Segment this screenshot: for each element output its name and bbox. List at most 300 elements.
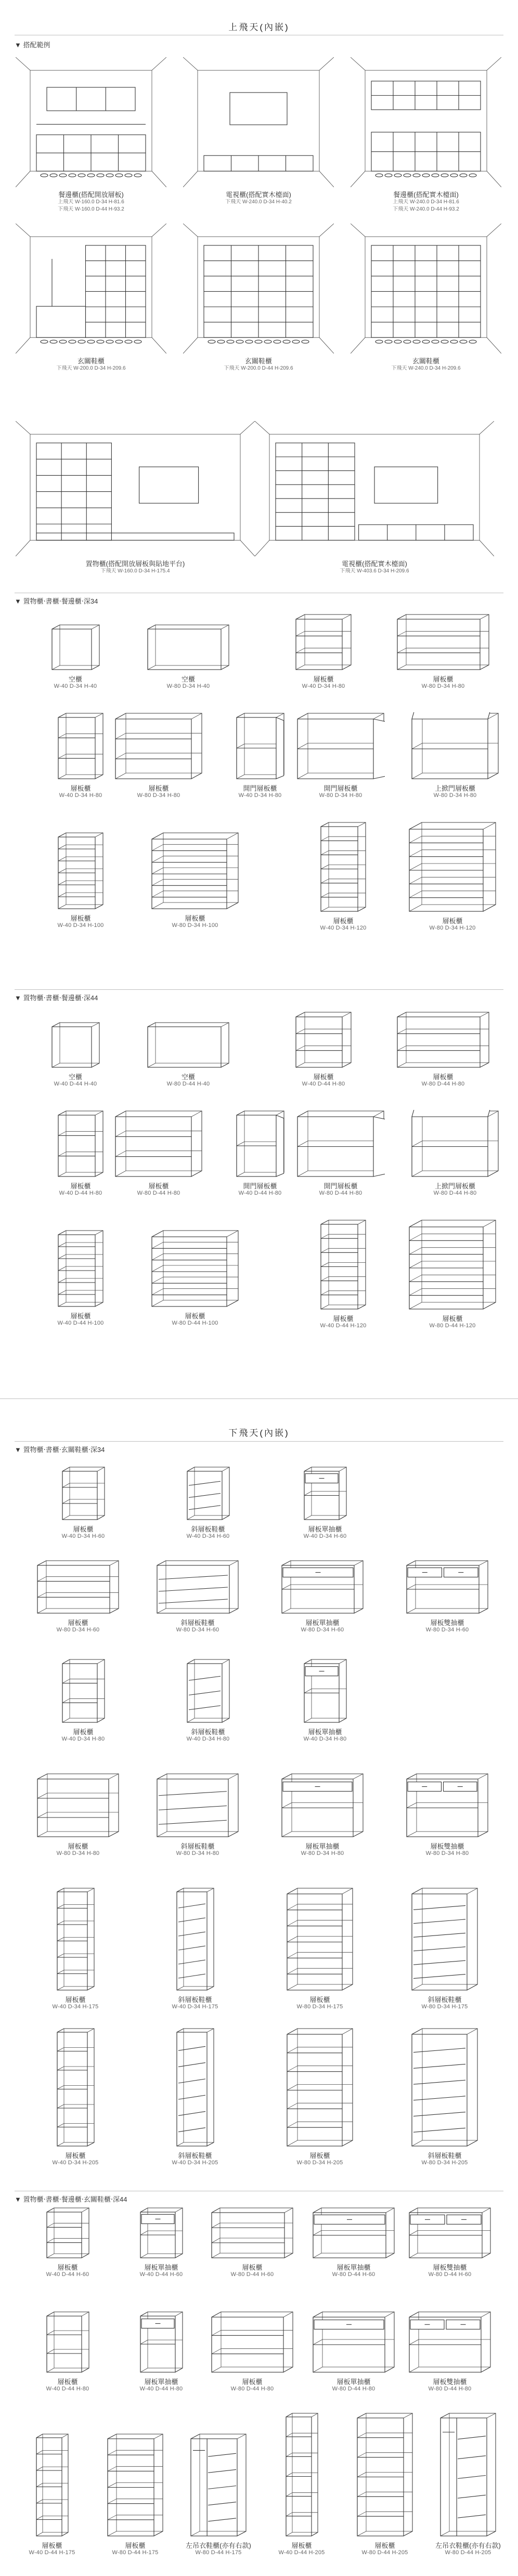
cabinet-dimensions: W-80 D-34 H-175 (296, 2004, 343, 2010)
cabinet-item (346, 2412, 424, 2559)
cabinet-illustration (51, 624, 100, 671)
cabinet-illustration (46, 2311, 90, 2373)
cabinet-item (408, 2207, 491, 2281)
cabinet-illustration (107, 2433, 164, 2537)
cabinet-dimensions: W-80 D-44 H-80 (332, 2386, 375, 2392)
cabinet-dimensions: W-40 D-44 H-80 (302, 1081, 345, 1087)
cabinet-item (296, 1110, 385, 1199)
cabinet-dimensions: W-40 D-34 H-80 (186, 1736, 230, 1742)
cabinet-name: 層板櫃 (68, 1842, 88, 1850)
cabinet-illustration (236, 1110, 285, 1178)
cabinet-name: 層板櫃 (148, 784, 169, 792)
cabinet-item (408, 2311, 491, 2395)
cabinet-name: 層板櫃 (57, 2264, 78, 2271)
cabinet-item (304, 1219, 382, 1332)
cabinet-name: 層板雙抽櫃 (430, 1842, 464, 1850)
divider (15, 989, 503, 990)
cabinet-dimensions: W-80 D-34 H-80 (301, 1850, 344, 1856)
cabinet-dimensions: W-80 D-44 H-80 (137, 1190, 180, 1196)
cabinet-name: 層板單抽櫃 (144, 2264, 178, 2271)
example-scene (16, 57, 166, 218)
cabinet-illustration (281, 1560, 364, 1614)
cabinet-item (281, 1560, 364, 1636)
cabinet-item (406, 2028, 484, 2169)
cabinet-dimensions: W-40 D-34 H-100 (57, 922, 104, 929)
cabinet-dimensions: W-80 D-34 H-60 (425, 1627, 469, 1633)
cabinet-dimensions: W-40 D-34 H-205 (172, 2160, 218, 2166)
cabinet-name: 層板單抽櫃 (336, 2378, 371, 2386)
cabinet-item (36, 1887, 114, 2013)
cabinet-illustration (303, 1658, 347, 1723)
cabinet-item (406, 1887, 484, 2013)
cabinet-item (406, 1773, 489, 1860)
cabinet-name: 層板櫃 (70, 1312, 91, 1320)
cabinet-illustration (286, 2028, 354, 2147)
cabinet-item (411, 712, 499, 802)
cabinet-name: 層板單抽櫃 (305, 1619, 340, 1627)
scene-dimensions: 下飛天 W-200.0 D-44 H-209.6 (224, 365, 293, 371)
scene-dimensions: 下飛天 W-403.6 D-34 H-209.6 (340, 568, 409, 574)
cabinet-name: 層板單抽櫃 (308, 1728, 342, 1736)
cabinet-name: 層板櫃 (42, 2542, 62, 2549)
cabinet-illustration (176, 2028, 215, 2147)
cabinet-illustration (147, 624, 230, 671)
cabinet-item (13, 2433, 91, 2559)
cabinet-illustration (114, 712, 203, 780)
scene-title: 餐邊櫃(搭配實木檯面) (393, 191, 459, 199)
cabinet-dimensions: W-80 D-34 H-80 (319, 792, 362, 799)
cabinet-illustration (320, 1219, 367, 1310)
cabinet-item (29, 2207, 107, 2281)
cabinet-name: 層板櫃 (374, 2542, 395, 2549)
cabinet-illustration (396, 1011, 490, 1068)
cabinet-name: 層板單抽櫃 (305, 1842, 340, 1850)
section-label-text: 置物櫃‧書櫃‧餐邊櫃‧玄關鞋櫃‧深44 (23, 2195, 127, 2203)
cabinet-dimensions: W-80 D-44 H-205 (361, 2549, 408, 2556)
scene-dimensions: 下飛天 W-240.0 D-34 H-40.2 (225, 199, 292, 205)
cabinet-illustration (411, 712, 499, 780)
cabinet-item (36, 624, 114, 692)
cabinet-dimensions: W-80 D-44 H-40 (166, 1081, 210, 1087)
cabinet-name: 層板櫃 (73, 1525, 94, 1533)
cabinet-name: 斜層板鞋櫃 (428, 1996, 462, 2004)
cabinet-dimensions: W-80 D-34 H-80 (433, 792, 477, 799)
cabinet-illustration (296, 712, 385, 780)
cabinet-name: 層板櫃 (242, 2264, 263, 2271)
cabinet-name: 空櫃 (181, 1073, 195, 1081)
cabinet-dimensions: W-40 D-44 H-80 (238, 1190, 282, 1196)
cabinet-name: 層板櫃 (309, 2152, 330, 2160)
cabinet-name: 層板櫃 (57, 2378, 78, 2386)
cabinet-item (396, 1011, 490, 1090)
cabinet-illustration (295, 613, 352, 671)
room-illustration (351, 57, 501, 187)
cabinet-name: 上掀門層板櫃 (434, 1182, 475, 1190)
cabinet-dimensions: W-80 D-34 H-60 (301, 1627, 344, 1633)
cabinet-illustration (186, 1466, 230, 1521)
cabinet-name: 層板櫃 (309, 1996, 330, 2004)
cabinet-item (156, 1560, 239, 1636)
section-label-upper44: ▼ 置物櫃‧書櫃‧餐邊櫃‧深44 (15, 994, 98, 1002)
cabinet-dimensions: W-40 D-44 H-120 (320, 1323, 367, 1329)
cabinet-item (36, 1773, 120, 1860)
cabinet-illustration (296, 1110, 385, 1178)
section-label-text: 置物櫃‧書櫃‧餐邊櫃‧深34 (23, 597, 98, 605)
cabinet-dimensions: W-80 D-44 H-80 (433, 1190, 477, 1196)
cabinet-name: 層板櫃 (70, 784, 91, 792)
cabinet-illustration (439, 2412, 497, 2537)
cabinet-name: 斜層板鞋櫃 (191, 1728, 225, 1736)
scene-title: 玄關鞋櫃 (244, 357, 272, 365)
cabinet-dimensions: W-80 D-34 H-80 (421, 683, 465, 689)
cabinet-illustration (356, 2412, 413, 2537)
cabinet-illustration (57, 1230, 104, 1307)
cabinet-item (42, 832, 120, 932)
cabinet-item (221, 1110, 299, 1199)
cabinet-name: 斜層板鞋櫃 (178, 2152, 212, 2160)
cabinet-item (36, 1022, 114, 1090)
scene-dimensions: 下飛天 W-160.0 D-44 H-93.2 (58, 206, 124, 212)
cabinet-item (156, 1773, 239, 1860)
cabinet-dimensions: W-80 D-34 H-205 (296, 2160, 343, 2166)
room-illustration (183, 224, 334, 354)
cabinet-item (29, 2311, 107, 2395)
cabinet-illustration (35, 2433, 69, 2537)
example-scene (351, 224, 501, 385)
scene-title: 玄關鞋櫃 (77, 357, 105, 365)
scene-title: 置物櫃(搭配開放層板與貼地平台) (85, 560, 185, 568)
cabinet-name: 層板單抽櫃 (336, 2264, 371, 2271)
cabinet-item (284, 1011, 362, 1090)
cabinet-illustration (406, 1560, 489, 1614)
scene-dimensions: 下飛天 W-240.0 D-34 H-209.6 (391, 365, 461, 371)
cabinet-item (408, 821, 497, 934)
cabinet-name: 斜層板鞋櫃 (191, 1525, 225, 1533)
cabinet-name: 層板櫃 (313, 675, 334, 683)
cabinet-illustration (114, 1110, 203, 1178)
cabinet-name: 層板櫃 (442, 1315, 463, 1323)
cabinet-name: 斜層板鞋櫃 (180, 1619, 215, 1627)
cabinet-dimensions: W-40 D-34 H-175 (172, 2004, 218, 2010)
scene-title: 電視櫃(搭配實木檯面) (342, 560, 407, 568)
cabinet-name: 左吊衣鞋櫃(亦有右款) (435, 2542, 501, 2549)
scene-title: 玄關鞋櫃 (412, 357, 439, 365)
cabinet-dimensions: W-40 D-44 H-60 (46, 2271, 89, 2278)
cabinet-name: 層板櫃 (125, 2542, 146, 2549)
cabinet-illustration (36, 1773, 120, 1838)
cabinet-illustration (408, 821, 497, 912)
cabinet-dimensions: W-80 D-34 H-80 (137, 792, 180, 799)
cabinet-name: 空櫃 (68, 1073, 82, 1081)
room-illustration (16, 421, 255, 556)
cabinet-item (114, 1110, 203, 1199)
cabinet-dimensions: W-40 D-44 H-175 (29, 2549, 75, 2556)
cabinet-dimensions: W-80 D-34 H-60 (176, 1627, 219, 1633)
cabinet-dimensions: W-80 D-44 H-175 (112, 2549, 159, 2556)
cabinet-illustration (151, 832, 239, 910)
section-label-examples: ▼ 搭配範例 (15, 41, 50, 49)
cabinet-illustration (139, 2207, 184, 2259)
example-scene (351, 57, 501, 218)
room-illustration (255, 421, 494, 556)
example-scene (183, 224, 334, 385)
cabinet-name: 層板櫃 (291, 2542, 312, 2549)
divider (0, 1398, 518, 1399)
cabinet-dimensions: W-40 D-44 H-40 (54, 1081, 97, 1087)
cabinet-dimensions: W-80 D-34 H-120 (429, 925, 476, 931)
room-illustration (351, 224, 501, 354)
section-label-text: 搭配範例 (23, 41, 50, 49)
cabinet-illustration (61, 1466, 106, 1521)
cabinet-illustration (156, 1773, 239, 1838)
cabinet-item (36, 1560, 120, 1636)
cabinet-illustration (57, 1110, 104, 1178)
section-label-text: 置物櫃‧書櫃‧玄關鞋櫃‧深34 (23, 1446, 105, 1454)
cabinet-illustration (151, 1230, 239, 1307)
upper-heading: 上飛天(內嵌) (228, 22, 290, 32)
cabinet-dimensions: W-80 D-44 H-80 (319, 1190, 362, 1196)
cabinet-dimensions: W-40 D-34 H-80 (302, 683, 345, 689)
cabinet-item (211, 2207, 294, 2281)
cabinet-item (122, 2207, 200, 2281)
section-label-text: 置物櫃‧書櫃‧餐邊櫃‧深44 (23, 994, 98, 1002)
cabinet-item (263, 2412, 341, 2559)
cabinet-name: 層板櫃 (433, 675, 454, 683)
cabinet-dimensions: W-80 D-34 H-80 (56, 1850, 100, 1856)
cabinet-item (169, 1658, 247, 1745)
scene-dimensions: 上飛天 W-240.0 D-34 H-81.6 (393, 199, 459, 205)
cabinet-illustration (411, 2028, 478, 2147)
cabinet-dimensions: W-40 D-44 H-205 (278, 2549, 325, 2556)
cabinet-name: 層板櫃 (65, 2152, 86, 2160)
cabinet-item (211, 2311, 294, 2395)
cabinet-name: 開門層板櫃 (323, 784, 358, 792)
cabinet-dimensions: W-80 D-34 H-80 (425, 1850, 469, 1856)
scene-dimensions: 上飛天 W-160.0 D-34 H-81.6 (58, 199, 124, 205)
cabinet-name: 層板櫃 (313, 1073, 334, 1081)
cabinet-name: 層板櫃 (73, 1728, 94, 1736)
cabinet-dimensions: W-40 D-34 H-120 (320, 925, 367, 931)
cabinet-illustration (286, 1887, 354, 1991)
cabinet-dimensions: W-40 D-44 H-80 (139, 2386, 183, 2392)
cabinet-dimensions: W-40 D-34 H-60 (61, 1533, 105, 1539)
cabinet-dimensions: W-40 D-34 H-80 (59, 792, 102, 799)
cabinet-item (156, 2028, 234, 2169)
cabinet-dimensions: W-80 D-44 H-100 (172, 1320, 218, 1326)
room-illustration (16, 224, 166, 354)
example-scene (255, 421, 494, 587)
cabinet-name: 層板櫃 (242, 2378, 263, 2386)
cabinet-illustration (46, 2207, 90, 2259)
cabinet-name: 層板櫃 (148, 1182, 169, 1190)
cabinet-item (44, 1658, 122, 1745)
cabinet-dimensions: W-80 D-44 H-80 (230, 2386, 274, 2392)
cabinet-name: 空櫃 (68, 675, 82, 683)
cabinet-illustration (57, 712, 104, 780)
cabinet-item (286, 1658, 364, 1745)
cabinet-dimensions: W-80 D-34 H-175 (421, 2004, 468, 2010)
cabinet-name: 開門層板櫃 (243, 784, 277, 792)
example-scene (183, 57, 334, 218)
cabinet-item (147, 624, 230, 692)
cabinet-illustration (411, 1887, 478, 1991)
cabinet-dimensions: W-40 D-34 H-205 (52, 2160, 99, 2166)
cabinet-name: 空櫃 (181, 675, 195, 683)
cabinet-item (42, 712, 120, 802)
cabinet-illustration (236, 712, 285, 780)
section-label-lower44: ▼ 置物櫃‧書櫃‧餐邊櫃‧玄關鞋櫃‧深44 (15, 2195, 127, 2203)
cabinet-item (156, 1887, 234, 2013)
example-scene (16, 421, 255, 587)
cabinet-name: 斜層板鞋櫃 (428, 2152, 462, 2160)
cabinet-name: 層板雙抽櫃 (433, 2264, 467, 2271)
cabinet-item (122, 2311, 200, 2395)
cabinet-dimensions: W-80 D-44 H-175 (195, 2549, 242, 2556)
cabinet-dimensions: W-40 D-44 H-80 (46, 2386, 89, 2392)
cabinet-illustration (312, 2311, 395, 2373)
cabinet-illustration (61, 1658, 106, 1723)
cabinet-illustration (281, 1773, 364, 1838)
cabinet-name: 層板櫃 (70, 914, 91, 922)
cabinet-name: 層板櫃 (333, 917, 354, 925)
cabinet-dimensions: W-40 D-44 H-80 (59, 1190, 102, 1196)
cabinet-name: 左吊衣鞋櫃(亦有右款) (186, 2542, 251, 2549)
cabinet-illustration (36, 1560, 120, 1614)
cabinet-illustration (139, 2311, 184, 2373)
cabinet-dimensions: W-40 D-34 H-80 (61, 1736, 105, 1742)
cabinet-name: 層板櫃 (70, 1182, 91, 1190)
cabinet-dimensions: W-40 D-34 H-60 (303, 1533, 347, 1539)
cabinet-dimensions: W-80 D-44 H-60 (428, 2271, 472, 2278)
cabinet-item (312, 2207, 395, 2281)
section-label-upper34: ▼ 置物櫃‧書櫃‧餐邊櫃‧深34 (15, 597, 98, 605)
cabinet-item (147, 1022, 230, 1090)
cabinet-name: 開門層板櫃 (243, 1182, 277, 1190)
cabinet-item (169, 1466, 247, 1542)
room-illustration (183, 57, 334, 187)
cabinet-dimensions: W-80 D-44 H-80 (428, 2386, 472, 2392)
cabinet-item (312, 2311, 395, 2395)
cabinet-illustration (186, 1658, 230, 1723)
cabinet-dimensions: W-40 D-34 H-175 (52, 2004, 99, 2010)
cabinet-item (151, 1230, 239, 1329)
cabinet-dimensions: W-40 D-34 H-80 (303, 1736, 347, 1742)
cabinet-illustration (176, 1887, 215, 1991)
cabinet-name: 層板櫃 (185, 914, 205, 922)
cabinet-item (408, 1219, 497, 1332)
cabinet-illustration (56, 1887, 95, 1991)
cabinet-item (411, 1110, 499, 1199)
cabinet-dimensions: W-80 D-34 H-40 (166, 683, 210, 689)
scene-dimensions: 下飛天 W-200.0 D-34 H-209.6 (56, 365, 126, 371)
cabinet-illustration (57, 832, 104, 910)
cabinet-dimensions: W-80 D-34 H-60 (56, 1627, 100, 1633)
cabinet-dimensions: W-80 D-44 H-60 (230, 2271, 274, 2278)
cabinet-name: 層板櫃 (68, 1619, 88, 1627)
divider (15, 1441, 503, 1442)
cabinet-dimensions: W-80 D-34 H-205 (421, 2160, 468, 2166)
scene-title: 電視櫃(搭配實木檯面) (226, 191, 291, 199)
scene-title: 餐邊櫃(搭配開放層板) (58, 191, 124, 199)
cabinet-illustration (295, 1011, 352, 1068)
cabinet-item (429, 2412, 507, 2559)
cabinet-item (396, 613, 490, 692)
cabinet-dimensions: W-80 D-34 H-80 (176, 1850, 219, 1856)
cabinet-item (281, 1887, 359, 2013)
cabinet-name: 斜層板鞋櫃 (180, 1842, 215, 1850)
cabinet-illustration (147, 1022, 230, 1068)
cabinet-illustration (211, 2207, 294, 2259)
cabinet-name: 開門層板櫃 (323, 1182, 358, 1190)
cabinet-dimensions: W-80 D-44 H-120 (429, 1323, 476, 1329)
cabinet-item (44, 1466, 122, 1542)
cabinet-illustration (303, 1466, 347, 1521)
cabinet-name: 層板櫃 (433, 1073, 454, 1081)
cabinet-illustration (406, 1773, 489, 1838)
cabinet-illustration (312, 2207, 395, 2259)
room-illustration (16, 57, 166, 187)
cabinet-dimensions: W-80 D-34 H-100 (172, 922, 218, 929)
scene-dimensions: 下飛天 W-240.0 D-44 H-93.2 (393, 206, 459, 212)
cabinet-item (286, 1466, 364, 1542)
cabinet-name: 層板櫃 (185, 1312, 205, 1320)
cabinet-name: 層板雙抽櫃 (433, 2378, 467, 2386)
cabinet-name: 層板單抽櫃 (144, 2378, 178, 2386)
cabinet-dimensions: W-80 D-44 H-80 (421, 1081, 465, 1087)
cabinet-illustration (190, 2433, 247, 2537)
cabinet-name: 層板單抽櫃 (308, 1525, 342, 1533)
cabinet-name: 層板櫃 (65, 1996, 86, 2004)
cabinet-illustration (408, 2207, 491, 2259)
cabinet-dimensions: W-40 D-44 H-60 (139, 2271, 183, 2278)
cabinet-item (42, 1110, 120, 1199)
cabinet-illustration (396, 613, 490, 671)
cabinet-item (284, 613, 362, 692)
cabinet-illustration (56, 2028, 95, 2147)
cabinet-illustration (320, 821, 367, 912)
scene-dimensions: 下飛天 W-160.0 D-34 H-175.4 (100, 568, 170, 574)
cabinet-illustration (156, 1560, 239, 1614)
cabinet-item (96, 2433, 174, 2559)
cabinet-dimensions: W-80 D-44 H-60 (332, 2271, 375, 2278)
cabinet-illustration (285, 2412, 319, 2537)
cabinet-item (281, 1773, 364, 1860)
cabinet-dimensions: W-40 D-34 H-40 (54, 683, 97, 689)
cabinet-illustration (51, 1022, 100, 1068)
cabinet-name: 斜層板鞋櫃 (178, 1996, 212, 2004)
cabinet-item (114, 712, 203, 802)
cabinet-item (221, 712, 299, 802)
section-label-lower34: ▼ 置物櫃‧書櫃‧玄關鞋櫃‧深34 (15, 1446, 105, 1454)
lower-heading: 下飛天(內嵌) (228, 1428, 290, 1438)
cabinet-illustration (211, 2311, 294, 2373)
cabinet-illustration (408, 1219, 497, 1310)
cabinet-name: 層板雙抽櫃 (430, 1619, 464, 1627)
cabinet-illustration (408, 2311, 491, 2373)
cabinet-illustration (411, 1110, 499, 1178)
cabinet-dimensions: W-40 D-34 H-60 (186, 1533, 230, 1539)
cabinet-item (281, 2028, 359, 2169)
cabinet-item (179, 2433, 257, 2559)
example-scene (16, 224, 166, 385)
cabinet-name: 上掀門層板櫃 (434, 784, 475, 792)
cabinet-dimensions: W-40 D-44 H-100 (57, 1320, 104, 1326)
cabinet-item (151, 832, 239, 932)
cabinet-name: 層板櫃 (333, 1315, 354, 1323)
cabinet-item (304, 821, 382, 934)
cabinet-item (296, 712, 385, 802)
cabinet-item (42, 1230, 120, 1329)
